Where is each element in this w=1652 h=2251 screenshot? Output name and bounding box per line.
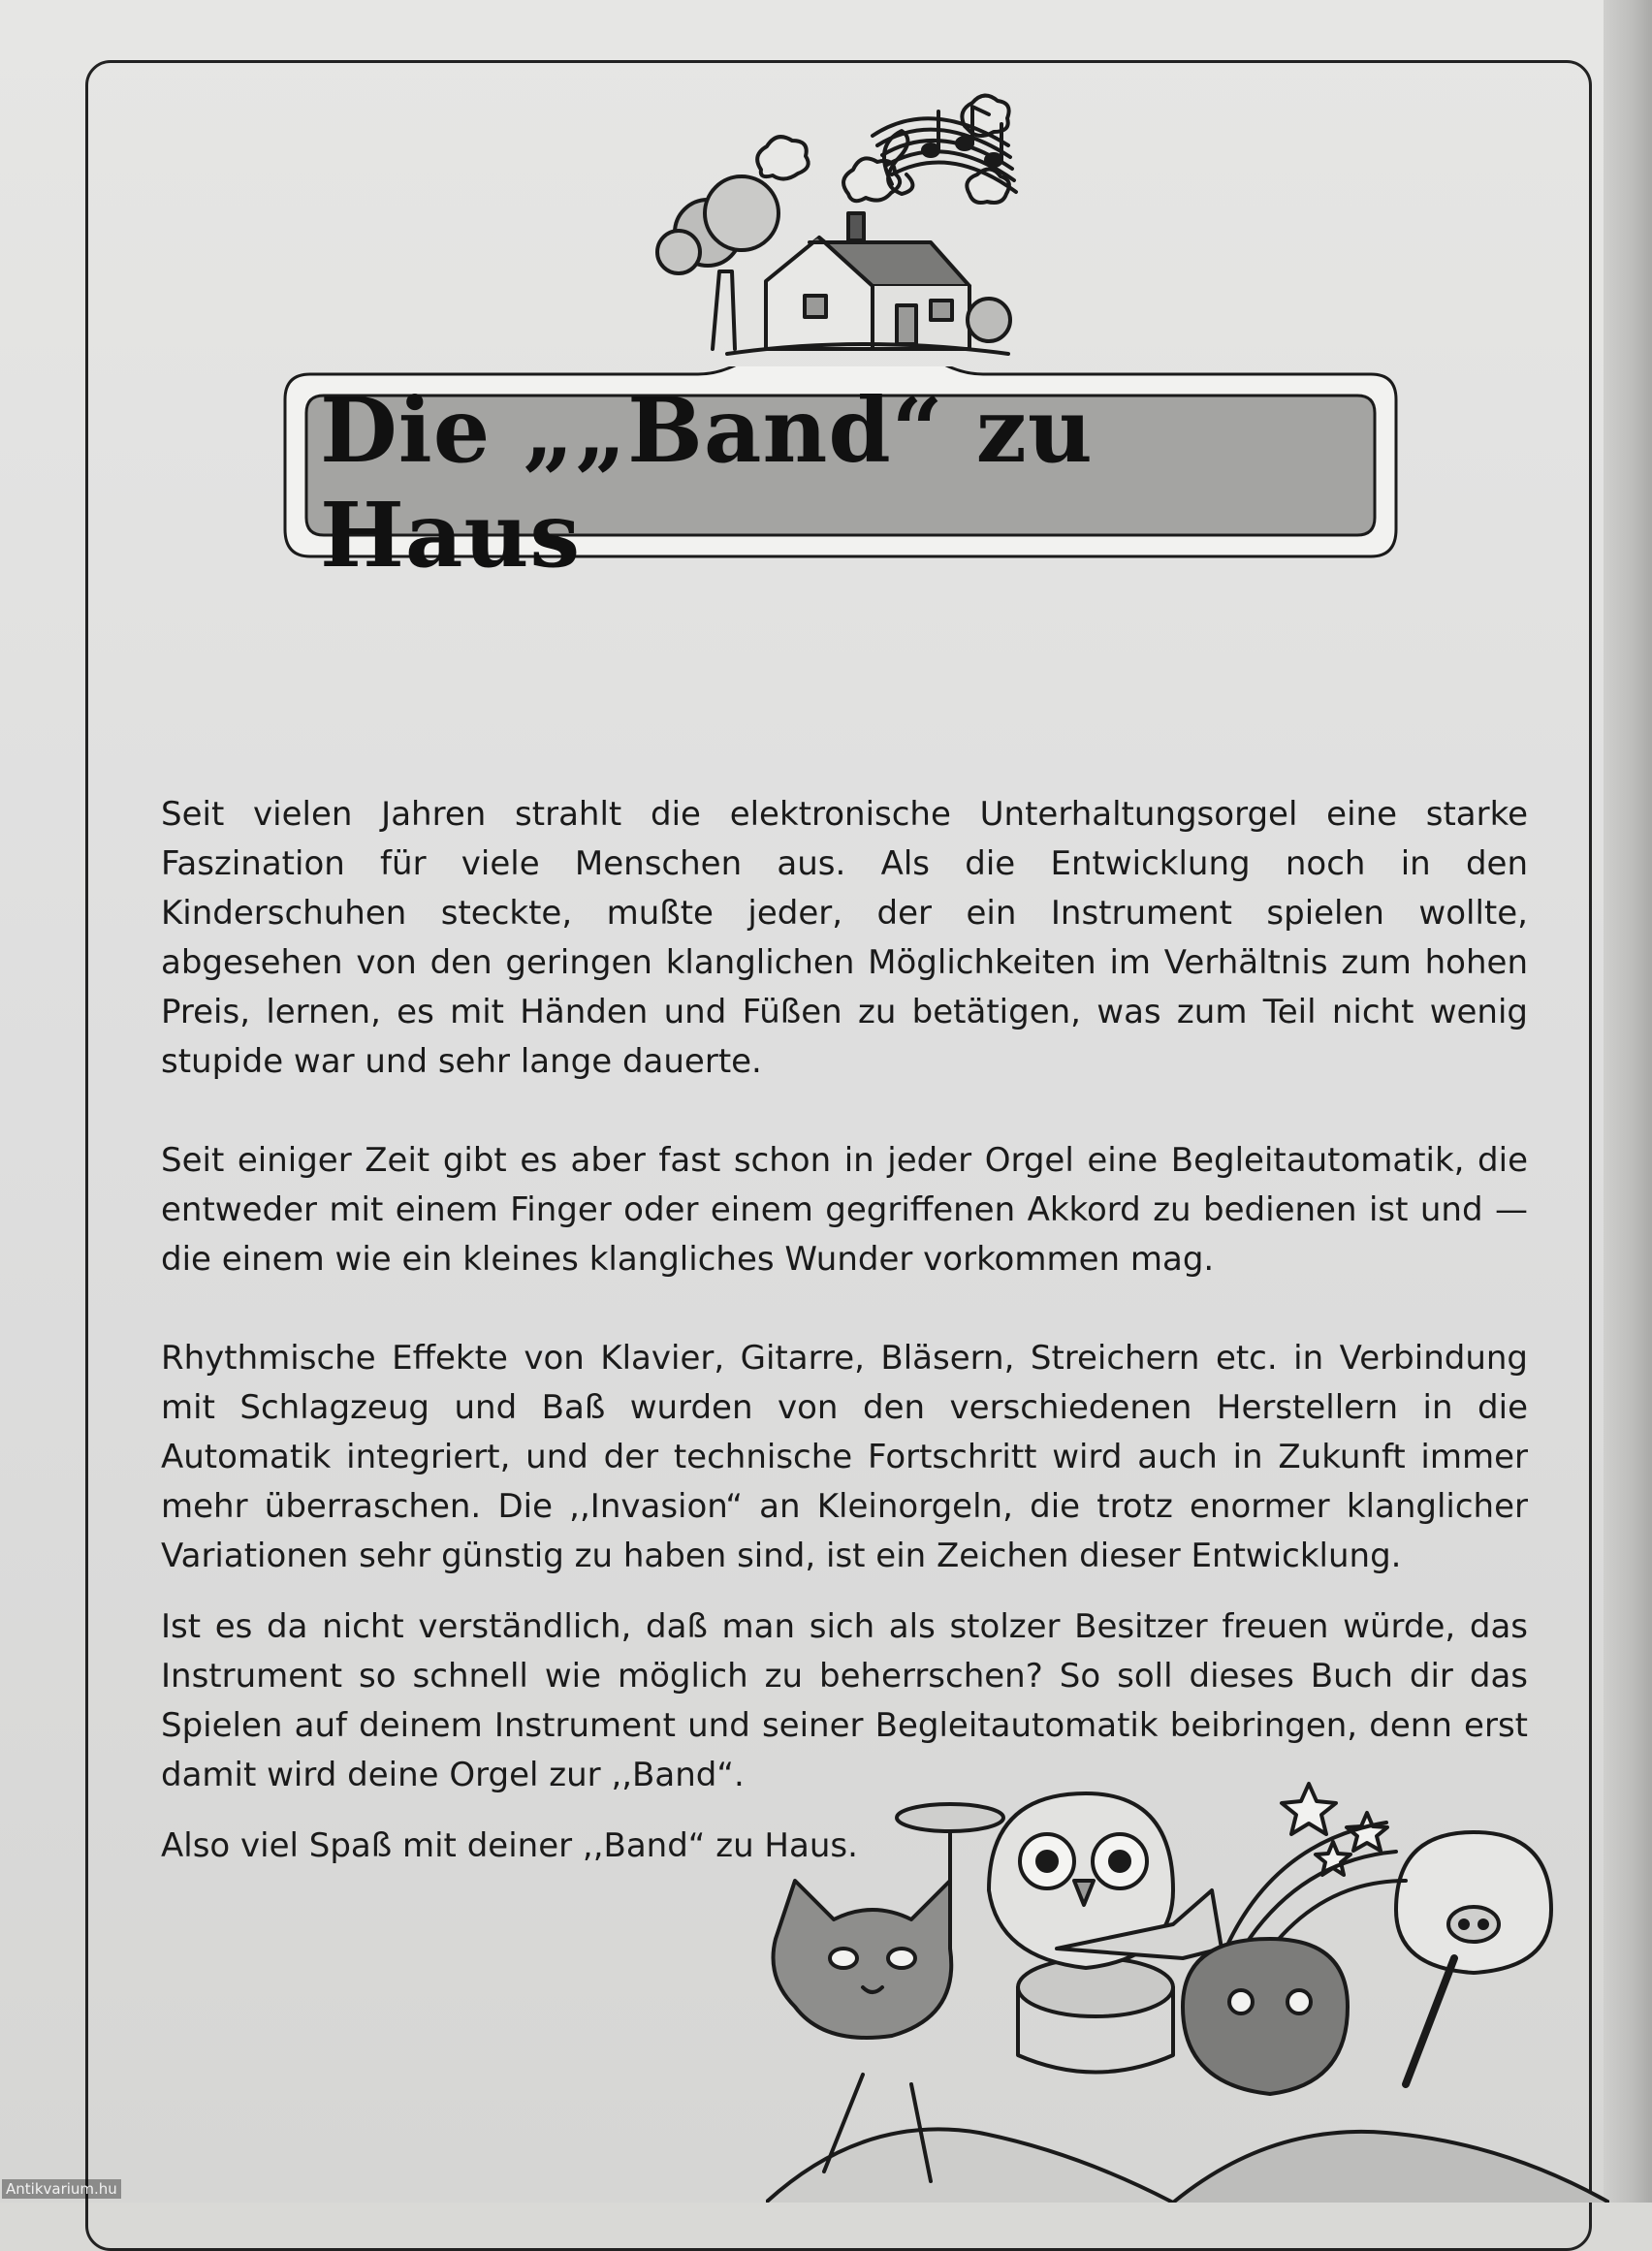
- paragraph: Ist es da nicht verständlich, daß man sich als stolzer Besitzer freuen würde, das Instrument so schnell wie möglich zu beherrschen? So soll dieses Buch dir das Spielen auf deinem Instrument und seiner Begleitautomatik beibringen, denn erst damit wird deine Orgel zur ,,Band“.: [161, 1607, 1528, 1794]
- animal-band-illustration: [766, 1764, 1609, 2203]
- paragraph: Seit vielen Jahren strahlt die elektronische Unterhaltungsorgel eine starke Faszination für viele Menschen aus. Als die Entwicklung noch in den Kinderschuhen steckte, mußte jeder, der ein Instrument spielen wollte, abgesehen von den geringen klanglichen Möglichkeiten im Verhältnis zum hohen Preis, lernen, es mit Händen und Füßen zu betätigen, was zum Teil nicht wenig stupide war und sehr lange dauerte.: [161, 795, 1528, 1081]
- paragraph: Also viel Spaß mit deiner ,,Band“ zu Haus.: [161, 1826, 858, 1865]
- page-gutter: [1604, 0, 1652, 2203]
- page-title: Die „„Band“ zu Haus: [320, 378, 1094, 587]
- title-plaque: [281, 366, 1400, 587]
- paragraph: Rhythmische Effekte von Klavier, Gitarre, Bläsern, Streichern etc. in Verbindung mit Schlagzeug und Baß wurden von den verschiedenen Herstellern in die Automatik integriert, und der technische Fortschritt wird auch in Zukunft immer mehr überraschen. Die ,,Invasion“ an Kleinorgeln, die trotz enormer klanglicher Variationen sehr günstig zu haben sind, ist ein Zeichen dieser Entwicklung.: [161, 1339, 1528, 1575]
- house-with-trees-and-music-notes-illustration: [640, 68, 1066, 359]
- paragraph: Seit einiger Zeit gibt es aber fast schon in jeder Orgel eine Begleitautomatik, die entweder mit einem Finger oder einem gegriffenen Akkord zu bedienen ist und — die einem wie ein kleines klangliches Wunder vorkommen mag.: [161, 1141, 1528, 1279]
- body-text: [161, 790, 1528, 1871]
- watermark: Antikvarium.hu: [2, 2179, 121, 2199]
